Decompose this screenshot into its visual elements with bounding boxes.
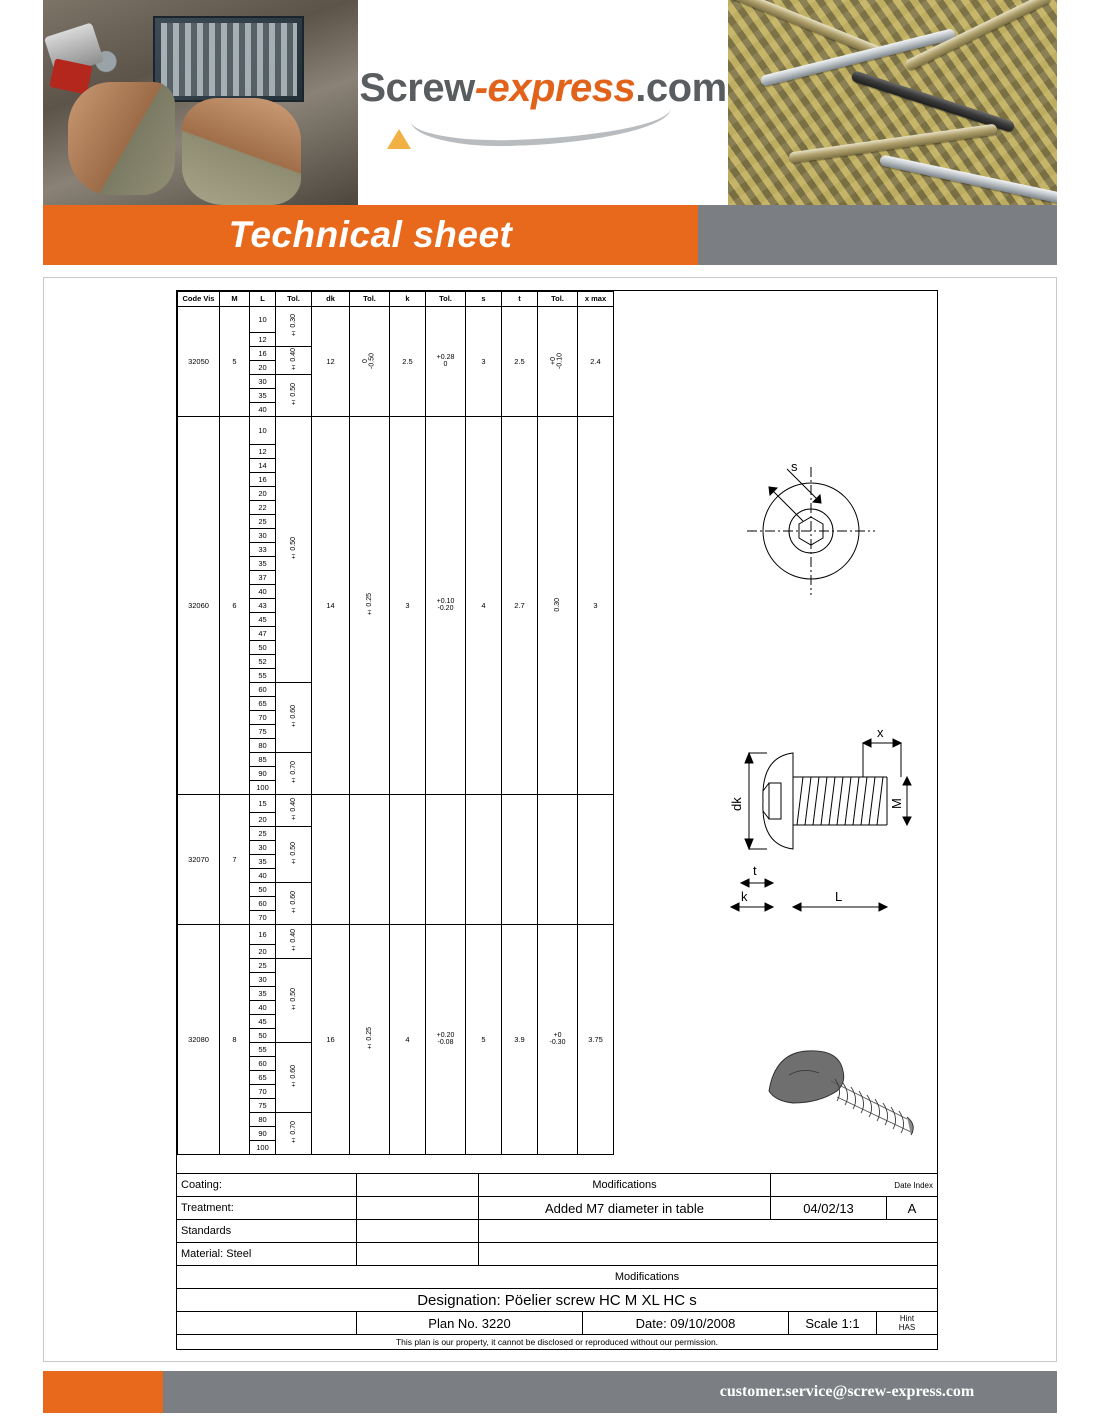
cell-l: 90 (250, 767, 276, 781)
footer-bar (43, 1371, 1057, 1413)
cell-l-tol: ± 0.70 (290, 1121, 297, 1145)
footer-email[interactable]: customer.service@screw-express.com (719, 1383, 975, 1400)
cell-l: 40 (250, 869, 276, 883)
cell-l-tol: ± 0.40 (290, 929, 297, 953)
label-M: M (889, 798, 904, 809)
logo-swoosh-icon (393, 113, 693, 139)
th-tol-k: Tol. (426, 292, 466, 307)
logo-text (359, 66, 726, 111)
label-t: t (753, 863, 757, 878)
photo-hand-right (182, 98, 302, 205)
tb-row-plan (177, 1312, 937, 1335)
cell-k-tol: +0.10 -0.20 (426, 417, 466, 795)
legal-note: This plan is our property, it cannot be disclosed or reproduced without our permission. (395, 1337, 719, 1347)
tb-row-modifications2 (177, 1266, 937, 1289)
cell-l: 20 (250, 813, 276, 827)
th-l: L (250, 292, 276, 307)
label-x: x (877, 725, 884, 740)
material-label: Material: Steel (177, 1243, 357, 1265)
th-t: t (502, 292, 538, 307)
cell-k-tol: +0.28 0 (426, 307, 466, 417)
label-L: L (835, 889, 843, 904)
cell-l: 70 (250, 711, 276, 725)
cell-x (578, 795, 614, 925)
cell-k: 4 (390, 925, 426, 1155)
cell-l: 70 (250, 911, 276, 925)
footer-email-block (637, 1371, 1057, 1413)
th-x: x max (578, 292, 614, 307)
cell-l: 37 (250, 571, 276, 585)
cell-l: 50 (250, 883, 276, 897)
cell-l: 30 (250, 841, 276, 855)
th-m: M (220, 292, 250, 307)
cell-k: 3 (390, 417, 426, 795)
cell-l: 100 (250, 781, 276, 795)
table-row (178, 795, 614, 813)
cell-k (390, 795, 426, 925)
cell-l: 55 (250, 1043, 276, 1057)
tb-row-treatment (177, 1197, 937, 1220)
cell-l-tol: ± 0.50 (290, 988, 297, 1012)
modifications-header: Modifications (479, 1174, 771, 1196)
cell-l-tol: ± 0.60 (290, 705, 297, 729)
cell-l: 90 (250, 1127, 276, 1141)
cell-l: 50 (250, 1029, 276, 1043)
cell-dk-tol: 0 -0.50 (350, 307, 390, 417)
screw-head (763, 753, 793, 849)
cell-dk (312, 795, 350, 925)
modification-text: Added M7 diameter in table (479, 1197, 771, 1219)
cell-s: 4 (466, 417, 502, 795)
cell-l-tol: ± 0.40 (290, 348, 297, 372)
cell-l: 100 (250, 1141, 276, 1155)
modification-date: 04/02/13 (771, 1197, 887, 1219)
cell-l: 15 (250, 795, 276, 813)
plan-date: Date: 09/10/2008 (583, 1312, 789, 1334)
material-blank (479, 1243, 937, 1265)
plan-blank (177, 1312, 357, 1334)
cell-l: 25 (250, 515, 276, 529)
tb-row-coating (177, 1174, 937, 1197)
cell-l: 30 (250, 529, 276, 543)
coating-label: Coating: (177, 1174, 357, 1196)
cell-l: 30 (250, 973, 276, 987)
cell-dk: 12 (312, 307, 350, 417)
label-k: k (741, 889, 748, 904)
cell-l: 10 (250, 417, 276, 445)
cell-k-tol: +0.20 -0.08 (426, 925, 466, 1155)
cell-x: 3.75 (578, 925, 614, 1155)
th-k: k (390, 292, 426, 307)
plan-no: Plan No. 3220 (357, 1312, 583, 1334)
cell-l: 85 (250, 753, 276, 767)
cell-l: 60 (250, 683, 276, 697)
tb-row-material (177, 1243, 937, 1266)
cell-l: 16 (250, 347, 276, 361)
table-row (178, 417, 614, 445)
tb-row-legal (177, 1335, 937, 1349)
hint-value: HAS (898, 1323, 916, 1332)
title-block (177, 1173, 937, 1349)
label-dk: dk (729, 797, 744, 811)
cell-k-tol (426, 795, 466, 925)
cell-m: 5 (220, 307, 250, 417)
date-index-header: Date Index (894, 1180, 933, 1190)
tb-row-designation (177, 1289, 937, 1312)
modifications2-blank (177, 1266, 357, 1288)
cell-l: 40 (250, 1001, 276, 1015)
cell-l: 30 (250, 375, 276, 389)
photo-screw-tray (153, 16, 304, 102)
page-footer (0, 1362, 1100, 1422)
cell-t-tol (538, 795, 578, 925)
cell-l: 40 (250, 585, 276, 599)
logo-bolt-icon (387, 129, 411, 149)
cell-dk-tol: ± 0.25 (350, 417, 390, 795)
cell-t-tol: +0 -0.10 (538, 307, 578, 417)
standards-label: Standards (177, 1220, 357, 1242)
th-code: Code Vis (178, 292, 220, 307)
cell-code: 32070 (178, 795, 220, 925)
cell-l: 25 (250, 827, 276, 841)
cell-l: 75 (250, 1099, 276, 1113)
cell-l: 47 (250, 627, 276, 641)
cell-l: 70 (250, 1085, 276, 1099)
cell-dk: 16 (312, 925, 350, 1155)
cell-l-tol: ± 0.60 (290, 1065, 297, 1089)
screw-3d-render (769, 1051, 913, 1135)
cell-s: 5 (466, 925, 502, 1155)
cell-l: 16 (250, 473, 276, 487)
cell-l: 35 (250, 557, 276, 571)
cell-l: 20 (250, 487, 276, 501)
cell-l: 43 (250, 599, 276, 613)
cell-l-tol: ± 0.50 (290, 842, 297, 866)
technical-drawings-svg (711, 291, 939, 1177)
modifications-header-2: Modifications (614, 1271, 680, 1283)
cell-l: 33 (250, 543, 276, 557)
cell-l-tol: ± 0.50 (290, 537, 297, 561)
drawing-area (711, 291, 939, 1177)
cell-l: 22 (250, 501, 276, 515)
cell-code: 32050 (178, 307, 220, 417)
cell-dk-tol (350, 795, 390, 925)
cell-s (466, 795, 502, 925)
plan-scale: Scale 1:1 (789, 1312, 877, 1334)
cell-l: 50 (250, 641, 276, 655)
cell-l-tol: ± 0.40 (290, 798, 297, 822)
cell-l: 16 (250, 925, 276, 945)
drawing-frame (176, 290, 938, 1350)
designation: Designation: Pöelier screw HC M XL HC s (417, 1291, 697, 1309)
page-header (0, 0, 1100, 205)
th-tol-l: Tol. (276, 292, 312, 307)
cell-dk: 14 (312, 417, 350, 795)
table-row (178, 925, 614, 945)
cell-t-tol: +0 -0.30 (538, 925, 578, 1155)
cell-m: 6 (220, 417, 250, 795)
cell-t: 2.7 (502, 417, 538, 795)
cell-l: 80 (250, 739, 276, 753)
cell-l: 10 (250, 307, 276, 333)
modification-index: A (907, 1200, 917, 1216)
specification-table (177, 291, 614, 1155)
th-tol-t: Tol. (538, 292, 578, 307)
standards-blank (479, 1220, 937, 1242)
th-tol-dk: Tol. (350, 292, 390, 307)
photo-hand-left (68, 82, 175, 195)
cell-m: 7 (220, 795, 250, 925)
treatment-label: Treatment: (177, 1197, 357, 1219)
cell-l-tol: ± 0.30 (290, 314, 297, 338)
cell-t: 3.9 (502, 925, 538, 1155)
screws-photo (728, 0, 1057, 205)
logo-part-express: -express (474, 66, 636, 110)
cell-l: 65 (250, 1071, 276, 1085)
cell-l: 80 (250, 1113, 276, 1127)
screws-photo-texture (728, 0, 1057, 205)
label-s: s (791, 459, 798, 474)
table-row (178, 307, 614, 333)
cell-l: 45 (250, 613, 276, 627)
cell-l: 52 (250, 655, 276, 669)
cell-l: 45 (250, 1015, 276, 1029)
cell-s: 3 (466, 307, 502, 417)
cell-t-tol: 0.30 (538, 417, 578, 795)
cell-l: 25 (250, 959, 276, 973)
cell-l: 40 (250, 403, 276, 417)
treatment-value (357, 1197, 479, 1219)
logo-part-com: .com (635, 66, 727, 110)
cell-l-tol: ± 0.70 (290, 761, 297, 785)
cell-t (502, 795, 538, 925)
technical-sheet-banner (43, 205, 1057, 265)
cell-l: 65 (250, 697, 276, 711)
tb-row-standards (177, 1220, 937, 1243)
cell-l: 75 (250, 725, 276, 739)
cell-l: 12 (250, 445, 276, 459)
cell-l: 60 (250, 1057, 276, 1071)
cell-t: 2.5 (502, 307, 538, 417)
workshop-photo (43, 0, 358, 205)
hint-label: Hint (899, 1314, 915, 1323)
standards-value (357, 1220, 479, 1242)
cell-l-tol: ± 0.50 (290, 383, 297, 407)
site-logo[interactable] (358, 0, 728, 205)
banner-orange-block (43, 205, 698, 265)
cell-l: 35 (250, 389, 276, 403)
footer-orange-accent (43, 1371, 163, 1413)
cell-k: 2.5 (390, 307, 426, 417)
cell-l: 12 (250, 333, 276, 347)
coating-value (357, 1174, 479, 1196)
cell-l: 35 (250, 855, 276, 869)
cell-code: 32080 (178, 925, 220, 1155)
material-value (357, 1243, 479, 1265)
cell-l: 60 (250, 897, 276, 911)
th-dk: dk (312, 292, 350, 307)
technical-drawing-sheet (43, 277, 1057, 1362)
logo-part-screw: Screw (359, 66, 475, 110)
cell-l: 55 (250, 669, 276, 683)
cell-l: 20 (250, 361, 276, 375)
banner-title: Technical sheet (228, 214, 513, 255)
cell-code: 32060 (178, 417, 220, 795)
cell-x: 3 (578, 417, 614, 795)
cell-l: 20 (250, 945, 276, 959)
cell-l-tol: ± 0.60 (290, 891, 297, 915)
cell-l: 14 (250, 459, 276, 473)
table-header-row (178, 292, 614, 307)
cell-x: 2.4 (578, 307, 614, 417)
cell-l: 35 (250, 987, 276, 1001)
cell-m: 8 (220, 925, 250, 1155)
cell-dk-tol: ± 0.25 (350, 925, 390, 1155)
th-s: s (466, 292, 502, 307)
